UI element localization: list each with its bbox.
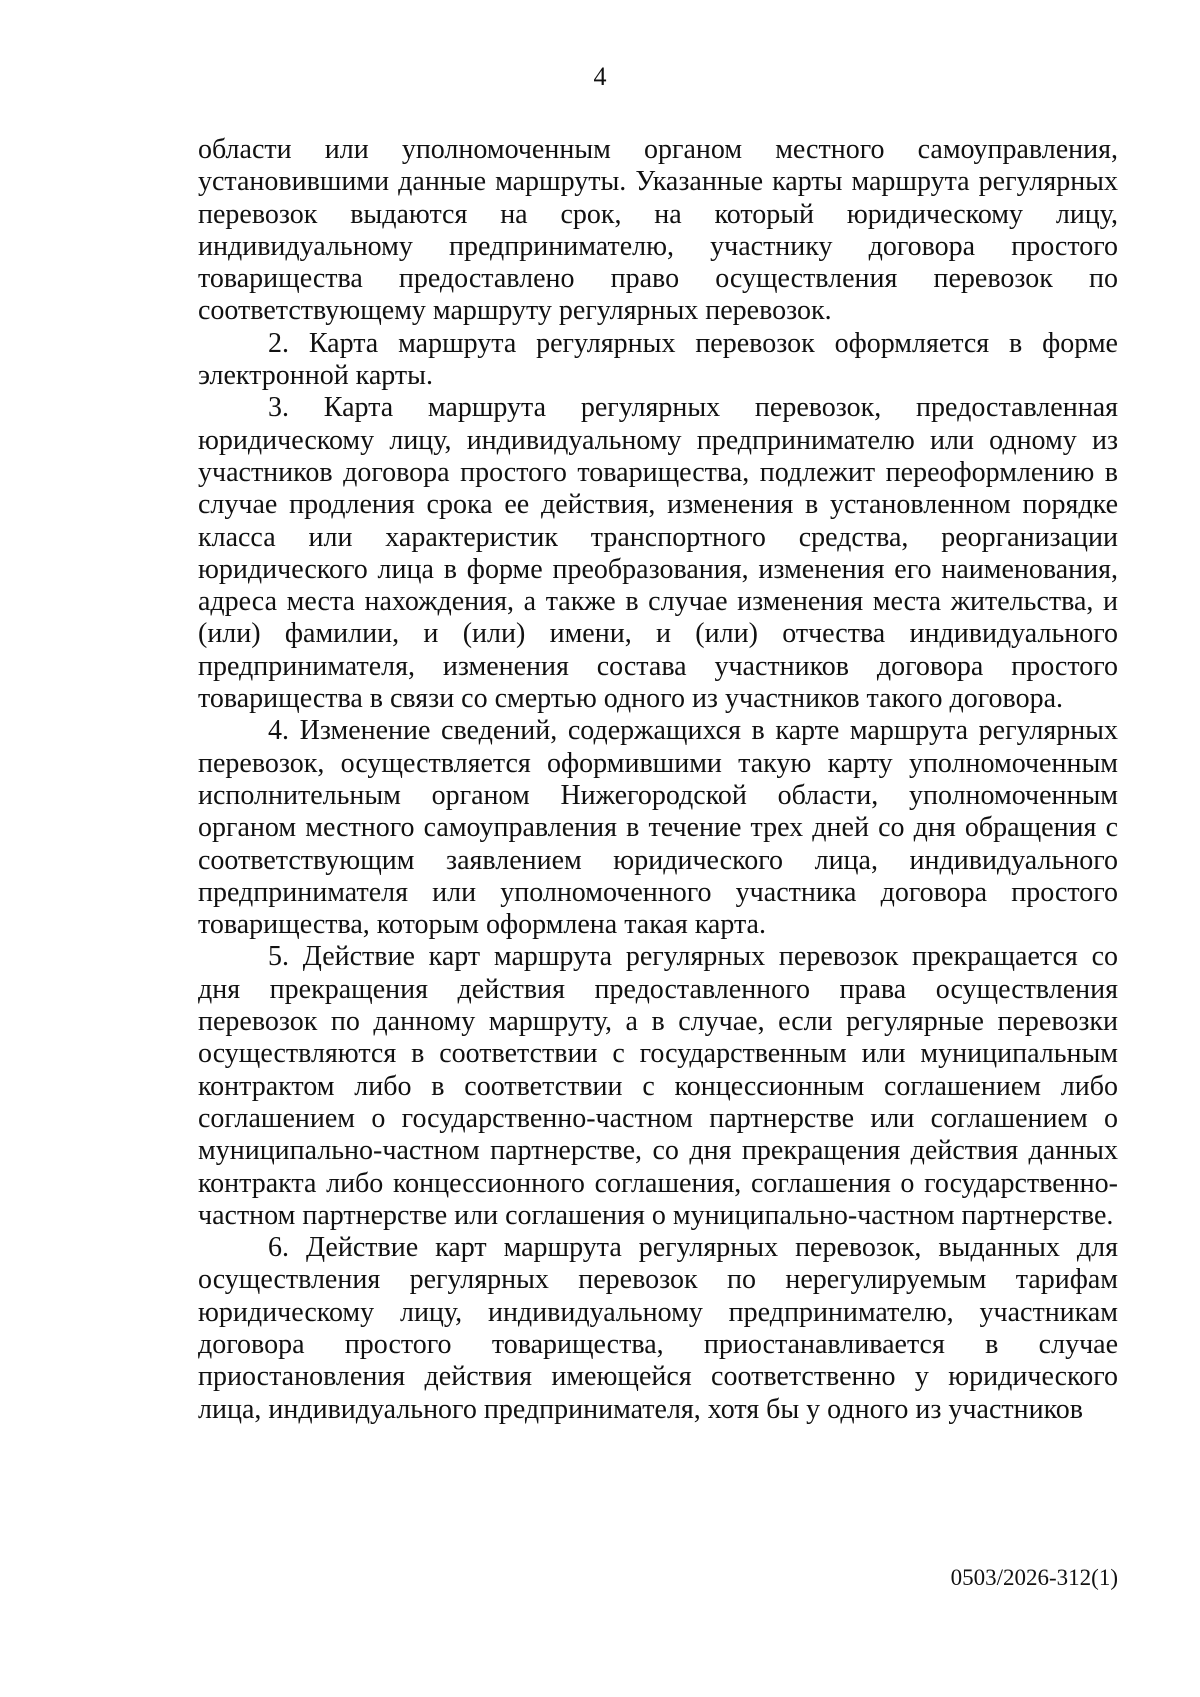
paragraph-6: 6. Действие карт маршрута регулярных перевозок, выданных для осуществления регулярных перевозок по нерегулируемым тарифам юридическому лицу, индивидуальному предпринимателю, участникам договора простого товарищества, приостанавливается в случае приостановления действия имеющейся соответственно у юридического лица, индивидуального предпринимателя, хотя бы у одного из участников [198,1232,1118,1425]
document-code: 0503/2026-312(1) [950,1565,1118,1590]
paragraph-4: 4. Изменение сведений, содержащихся в карте маршрута регулярных перевозок, осуществляется оформившими такую карту уполномоченным исполнительным органом Нижегородской области, уполномоченным органом местного самоуправления в течение трех дней со дня обращения с соответствующим заявлением юридического лица, индивидуального предпринимателя или уполномоченного участника договора простого товарищества, которым оформлена такая карта. [198,715,1118,941]
paragraph-continuation: области или уполномоченным органом местного самоуправления, установившими данные маршруты. Указанные карты маршрута регулярных перевозок выдаются на срок, на который юридическому лицу, индивидуальному предпринимателю, участнику договора простого товарищества предоставлено право осуществления перевозок по соответствующему маршруту регулярных перевозок. [198,134,1118,327]
page-number: 4 [593,62,607,91]
document-body [198,134,1118,1426]
paragraph-3: 3. Карта маршрута регулярных перевозок, предоставленная юридическому лицу, индивидуальному предпринимателю или одному из участников договора простого товарищества, подлежит переоформлению в случае продления срока ее действия, изменения в установленном порядке класса или характеристик транспортного средства, реорганизации юридического лица в форме преобразования, изменения его наименования, адреса места нахождения, а также в случае изменения места жительства, и (или) фамилии, и (или) имени, и (или) отчества индивидуального предпринимателя, изменения состава участников договора простого товарищества в связи со смертью одного из участников такого договора. [198,392,1118,715]
paragraph-5: 5. Действие карт маршрута регулярных перевозок прекращается со дня прекращения действия предоставленного права осуществления перевозок по данному маршруту, а в случае, если регулярные перевозки осуществляются в соответствии с государственным или муниципальным контрактом либо в соответствии с концессионным соглашением либо соглашением о государственно-частном партнерстве или соглашением о муниципально-частном партнерстве, со дня прекращения действия данных контракта либо концессионного соглашения, соглашения о государственно-частном партнерстве или соглашения о муниципально-частном партнерстве. [198,941,1118,1231]
paragraph-2: 2. Карта маршрута регулярных перевозок оформляется в форме электронной карты. [198,327,1118,392]
